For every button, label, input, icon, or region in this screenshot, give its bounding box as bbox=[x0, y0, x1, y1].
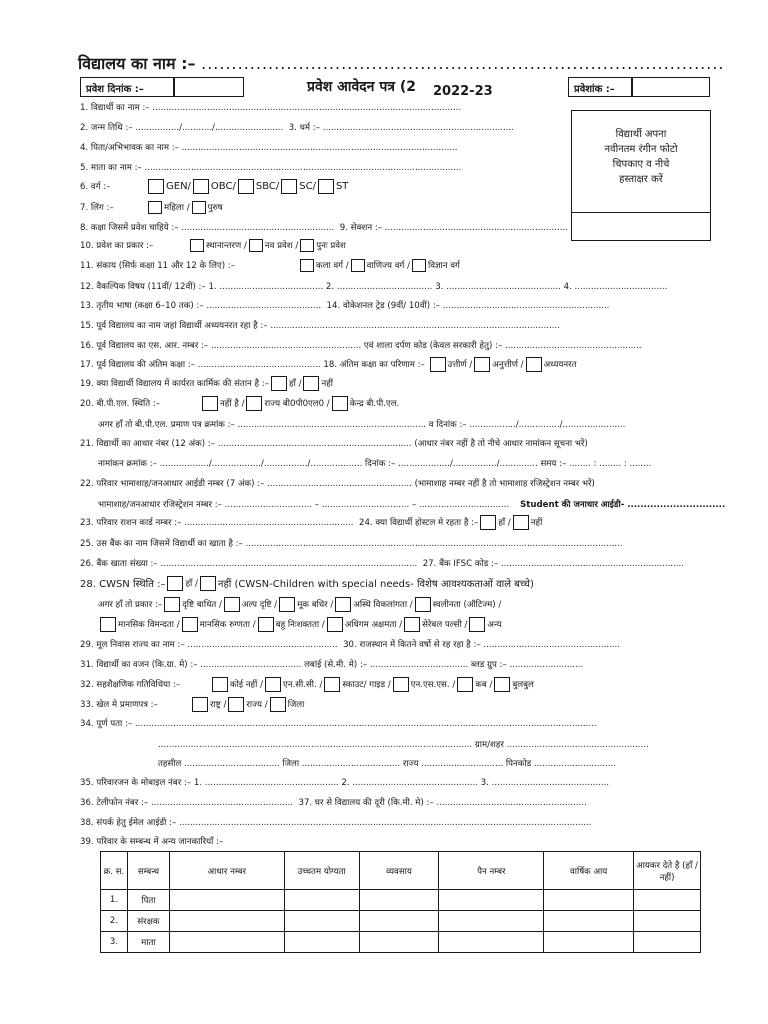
mother-name-label: 5. माता का नाम :– .................................................................................................................... bbox=[80, 163, 462, 173]
table-cell[interactable] bbox=[439, 932, 544, 953]
ifsc-label: 27. बैंक IFSC कोड :– ................................................................... bbox=[422, 559, 684, 569]
table-cell[interactable] bbox=[439, 890, 544, 911]
table-cell: माता bbox=[127, 932, 169, 953]
other-disability-checkbox[interactable] bbox=[469, 617, 485, 632]
photo-text-line: हस्ताक्षर करें bbox=[619, 174, 663, 185]
table-header: क्र. स. bbox=[101, 852, 128, 890]
table-cell[interactable] bbox=[544, 890, 634, 911]
activity-option: कब / bbox=[475, 680, 493, 690]
student-name-field[interactable] bbox=[80, 100, 461, 114]
bhamashah-label: 22. परिवार भामाशाह/जनआधार आईडी नम्बर (7 अंक) :– ..................................................... (भामाशाह नम्बर नहीं है तो भामाशाह रजिस्ट्रेशन नम्बर भरें) bbox=[80, 479, 595, 489]
table-cell: संरक्षक bbox=[127, 911, 169, 932]
result-option: अनुत्तीर्ण / bbox=[492, 360, 524, 370]
disability-type-label: अगर हाँ तो प्रकार :– bbox=[98, 600, 163, 610]
telephone-field[interactable] bbox=[80, 795, 587, 809]
bpl-central-checkbox[interactable] bbox=[332, 396, 348, 411]
bpl-option: नहीं है / bbox=[220, 399, 245, 409]
address-field[interactable] bbox=[80, 716, 597, 730]
bpl-certificate-label: अगर हाँ तो बी.पी.एल. प्रमाण पत्र क्रमांक :– ..................................................................... व दिनांक :– ................./.............../....................... bbox=[98, 420, 626, 430]
staff-child-no-checkbox[interactable] bbox=[303, 376, 319, 391]
photo-box[interactable] bbox=[571, 110, 711, 241]
result-option: उत्तीर्ण / bbox=[447, 360, 473, 370]
photo-text-line: चिपकाए व नीचे bbox=[612, 159, 670, 170]
table-cell[interactable] bbox=[634, 911, 701, 932]
email-field[interactable] bbox=[80, 815, 592, 829]
table-cell[interactable] bbox=[359, 911, 439, 932]
faculty-option: कला वर्ग / bbox=[316, 261, 349, 271]
staff-child-option: हाँ / bbox=[289, 379, 302, 389]
bpl-state-checkbox[interactable] bbox=[246, 396, 262, 411]
category-option: OBC/ bbox=[210, 180, 236, 192]
mental-retardation-checkbox[interactable] bbox=[100, 617, 116, 632]
table-header: उच्चतम योग्यता bbox=[284, 852, 359, 890]
gender-option: पुरुष bbox=[207, 203, 223, 213]
category-label: 6. वर्ग :– bbox=[80, 182, 111, 192]
previous-class-field bbox=[80, 357, 577, 371]
mobile-numbers-field[interactable] bbox=[80, 775, 609, 789]
bank-account-label: 26. बैंक खाता संख्या :– .............................................................................................. bbox=[80, 559, 418, 569]
native-state-label: 29. मूल निवास राज्य का नाम :– ....................................................... bbox=[80, 640, 338, 650]
admission-type-label: 10. प्रवेश का प्रकार :– bbox=[80, 241, 154, 251]
enrollment-label: नामांकन क्रमांक :– ................../................../................/................... दिनांक :– .................../................/.............. समय :– ........ : ........ : ........ bbox=[98, 459, 652, 469]
ration-card-field bbox=[80, 515, 542, 529]
table-cell[interactable] bbox=[169, 932, 284, 953]
aadhaar-label: 21. विद्यार्थी का आधार नंबर (12 अंक) :– ....................................................................... (आधार नंबर नहीं है तो नीचे आधार नामांकन सूचना भरें) bbox=[80, 439, 588, 449]
signature-divider bbox=[572, 212, 710, 213]
telephone-label: 36. टेलीफोन नंबर :– .................................................... bbox=[80, 798, 294, 808]
category-sc-checkbox[interactable] bbox=[281, 179, 297, 194]
mental-illness-checkbox[interactable] bbox=[182, 617, 198, 632]
admission-date-label: प्रवेश दिनांक :– bbox=[80, 77, 174, 97]
sports-option: राज्य / bbox=[246, 700, 268, 710]
table-header: सम्बन्ध bbox=[127, 852, 169, 890]
table-header: पैन नम्बर bbox=[439, 852, 544, 890]
table-header-row bbox=[101, 852, 701, 890]
bpl-status-field bbox=[80, 396, 399, 410]
table-header: आयकर देते है (हॉं / नहीं) bbox=[634, 852, 701, 890]
school-name-dots: ...................................................................................... bbox=[201, 54, 725, 73]
faculty-field bbox=[80, 258, 460, 272]
gender-field bbox=[80, 200, 223, 214]
table-cell[interactable] bbox=[169, 890, 284, 911]
state-checkbox[interactable] bbox=[228, 697, 244, 712]
activity-option: स्काउट/ गाइड / bbox=[342, 680, 391, 690]
religion-label: 3. धर्म :– ...................................................................... bbox=[288, 123, 514, 133]
gender-male-checkbox[interactable] bbox=[192, 201, 206, 214]
category-option: ST bbox=[335, 180, 349, 192]
table-cell[interactable] bbox=[169, 911, 284, 932]
father-name-label: 4. पिता/अभिभावक का नाम :– ..................................................................................................... bbox=[80, 143, 458, 153]
deaf-mute-checkbox[interactable] bbox=[279, 597, 295, 612]
years-in-rajasthan-label: 30. राजस्थान में कितने वर्षो से रह रहा है :– .................................................. bbox=[343, 640, 620, 650]
table-cell[interactable] bbox=[359, 890, 439, 911]
table-cell[interactable] bbox=[634, 932, 701, 953]
cwsn-no-checkbox[interactable] bbox=[200, 576, 216, 591]
ncc-checkbox[interactable] bbox=[265, 677, 281, 692]
disability-option: अल्प दृष्टि / bbox=[241, 600, 278, 610]
autism-checkbox[interactable] bbox=[415, 597, 431, 612]
new-admission-checkbox[interactable] bbox=[249, 239, 263, 252]
table-cell[interactable] bbox=[284, 932, 359, 953]
sports-certificate-label: 33. खेल मे प्रमाणपत्र :– bbox=[80, 700, 158, 710]
sports-certificate-field bbox=[80, 697, 304, 711]
readmission-checkbox[interactable] bbox=[300, 239, 314, 252]
hostel-no-checkbox[interactable] bbox=[513, 515, 529, 530]
cwsn-field bbox=[80, 576, 534, 590]
transfer-checkbox[interactable] bbox=[190, 239, 204, 252]
category-option: GEN/ bbox=[166, 180, 191, 192]
table-cell[interactable] bbox=[359, 932, 439, 953]
village-label: ................................................................................................................... ग्राम/शहर .................................................... bbox=[158, 740, 649, 750]
bank-name-label: 25. उस बैंक का नाम जिसमें विद्यार्थी का खाता है :– .......................................................................................................................................... bbox=[80, 539, 623, 549]
school-name-field bbox=[78, 52, 725, 74]
bpl-no-checkbox[interactable] bbox=[202, 396, 218, 411]
photo-text-line: नवीनतम रंगीन फोटो bbox=[604, 144, 678, 155]
multiple-disability-checkbox[interactable] bbox=[258, 617, 274, 632]
gender-label: 7. लिंग :– bbox=[80, 203, 114, 213]
bpl-option: राज्य बी0पी0एल0 / bbox=[264, 399, 330, 409]
admission-type-field bbox=[80, 238, 346, 252]
hostel-option: हाँ / bbox=[498, 518, 511, 528]
table-cell: 3. bbox=[101, 932, 128, 953]
address-label: 34. पूर्ण पता :– ......................................................................................................................................................................... bbox=[80, 719, 597, 729]
disability-option: मूक बधिर / bbox=[297, 600, 334, 610]
nss-checkbox[interactable] bbox=[393, 677, 409, 692]
science-checkbox[interactable] bbox=[412, 259, 426, 272]
table-cell: पिता bbox=[127, 890, 169, 911]
disability-option: सेरेबल पल्सी / bbox=[422, 620, 468, 630]
co-curricular-field bbox=[80, 677, 534, 691]
national-checkbox[interactable] bbox=[192, 697, 208, 712]
district-checkbox[interactable] bbox=[270, 697, 286, 712]
table-cell[interactable] bbox=[544, 932, 634, 953]
arts-checkbox[interactable] bbox=[300, 259, 314, 272]
family-info-heading bbox=[80, 834, 223, 848]
previous-class-label: 17. पूर्व विद्यालय की अंतिम कक्षा :– ............................................. bbox=[80, 360, 321, 370]
hostel-option: नहीं bbox=[530, 518, 543, 528]
staff-child-yes-checkbox[interactable] bbox=[271, 376, 287, 391]
studying-checkbox[interactable] bbox=[526, 357, 542, 372]
staff-child-option: नहीं bbox=[321, 379, 334, 389]
category-option: SC/ bbox=[299, 180, 316, 192]
hostel-label: 24. क्या विद्यार्थी होस्टल मे रहता है :– bbox=[359, 518, 479, 528]
distance-label: 37. घर से विद्यालय की दूरी (कि.मी. मे) :– ....................................................... bbox=[298, 798, 587, 808]
disability-option: अन्य bbox=[487, 620, 502, 630]
category-sbc-checkbox[interactable] bbox=[238, 179, 254, 194]
email-label: 38. संपर्क हेतु ईमेल आईडी :– ....................................................................................................................................................... bbox=[80, 818, 592, 828]
co-curricular-label: 32. सहशैक्षणिक गतिविधिया :– bbox=[80, 680, 181, 690]
bpl-option: केन्द्र बी.पी.एल. bbox=[349, 399, 400, 409]
bank-account-field[interactable] bbox=[80, 556, 684, 570]
photo-instructions bbox=[572, 127, 710, 187]
category-st-checkbox[interactable] bbox=[318, 179, 334, 194]
bulbul-checkbox[interactable] bbox=[494, 677, 510, 692]
dob-field[interactable] bbox=[80, 120, 514, 134]
previous-school-field[interactable] bbox=[80, 318, 560, 332]
admission-type-option: नव प्रवेश / bbox=[264, 241, 299, 251]
bhamashah-registration-field[interactable] bbox=[98, 497, 725, 511]
class-section-field[interactable] bbox=[80, 220, 568, 234]
cwsn-yes-checkbox[interactable] bbox=[167, 576, 183, 591]
result-option: अध्ययनरत bbox=[543, 360, 577, 370]
admission-date-input[interactable] bbox=[174, 77, 244, 97]
disability-option: स्वलीनता (ऑटिज्म) / bbox=[432, 600, 502, 610]
category-obc-checkbox[interactable] bbox=[193, 179, 209, 194]
previous-sr-number-label: 16. पूर्व विद्यालय का एस. आर. नम्बर :– ....................................................... एवं शाला दर्पण कोड (केवल सरकारी हेतु) :– .................................................. bbox=[80, 341, 642, 351]
weight-height-label: 31. विद्यार्थी का वजन (कि.ग्रा. मे) :– ..................................... लबांई (से.मी. मे) :– .................................... ब्लड ग्रुप :– ........................... bbox=[80, 660, 584, 670]
cwsn-option: हाँ / bbox=[185, 579, 198, 589]
disability-option: अस्थि विकलांगता / bbox=[353, 600, 413, 610]
optional-subjects-field[interactable] bbox=[80, 279, 667, 293]
admission-type-option: स्थानान्तरण / bbox=[206, 241, 247, 251]
sports-option: जिला bbox=[287, 700, 305, 710]
admission-number-label: प्रवेशांक :– bbox=[568, 77, 632, 97]
disability-type-field-2 bbox=[98, 617, 502, 631]
dob-label: 2. जन्म तिथि :– ................/.........../......................... bbox=[80, 123, 284, 133]
disability-option: मानसिक विमन्दता / bbox=[118, 620, 180, 630]
table-header: व्यवसाय bbox=[359, 852, 439, 890]
table-cell: 2. bbox=[101, 911, 128, 932]
class-label: 8. कक्षा जिसमें प्रवेश चाहिये :– ........................................................ bbox=[80, 223, 335, 233]
failed-checkbox[interactable] bbox=[474, 357, 490, 372]
district-pincode-label: तहसील ................................... जिला .................................... राज्य .............................. पिनकोड .............................. bbox=[158, 759, 616, 769]
activity-option: एन.एस.एस. / bbox=[410, 680, 456, 690]
table-cell[interactable] bbox=[439, 911, 544, 932]
none-checkbox[interactable] bbox=[212, 677, 228, 692]
activity-option: कोई नहीं / bbox=[230, 680, 263, 690]
commerce-checkbox[interactable] bbox=[351, 259, 365, 272]
gender-female-checkbox[interactable] bbox=[148, 201, 162, 214]
result-label: 18. अंतिम कक्षा का परिणाम :– bbox=[323, 360, 425, 370]
weight-height-field[interactable] bbox=[80, 657, 583, 671]
table-cell[interactable] bbox=[284, 911, 359, 932]
bhamashah-field[interactable] bbox=[80, 476, 595, 490]
disability-option: मानसिक रुग्णता / bbox=[199, 620, 256, 630]
sports-option: राष्ट्र / bbox=[210, 700, 227, 710]
scout-guide-checkbox[interactable] bbox=[324, 677, 340, 692]
address-district-field[interactable] bbox=[158, 756, 616, 770]
disability-option: अधिगम अक्षमता / bbox=[344, 620, 403, 630]
family-info-table bbox=[100, 851, 701, 953]
staff-child-label: 19. क्या विद्यार्थी विद्यालय में कार्यरत कार्मिक की संतान है :– bbox=[80, 379, 270, 389]
table-row bbox=[101, 911, 701, 932]
form-year: 2022-23 bbox=[433, 84, 493, 99]
section-label: 9. सेक्शन :– ................................................................... bbox=[339, 223, 568, 233]
category-field bbox=[80, 179, 348, 193]
address-village-field[interactable] bbox=[158, 737, 649, 751]
table-header: आधार नम्बर bbox=[169, 852, 284, 890]
bhamashah-registration-label: भामाशाह/जनआधार रजिस्ट्रेशन नम्बर :– ................................ – ................................ – ................................. bbox=[98, 500, 510, 510]
visually-impaired-checkbox[interactable] bbox=[164, 597, 180, 612]
hostel-yes-checkbox[interactable] bbox=[480, 515, 496, 530]
student-janaadhar-label: Student की जनाधार आईडी- .............................. bbox=[520, 500, 726, 510]
activity-option: एन.सी.सी. / bbox=[282, 680, 323, 690]
staff-child-field bbox=[80, 376, 333, 390]
category-gen-checkbox[interactable] bbox=[148, 179, 164, 194]
table-cell: 1. bbox=[101, 890, 128, 911]
disability-option: दृष्टि बाधित / bbox=[182, 600, 222, 610]
bpl-status-label: 20. बी.पी.एल. स्थिति :– bbox=[80, 399, 161, 409]
faculty-option: विज्ञान वर्ग bbox=[427, 261, 460, 271]
cwsn-label: 28. CWSN स्थिति :– bbox=[80, 579, 166, 590]
admission-type-option: पुनः प्रवेश bbox=[316, 241, 346, 251]
previous-sr-number-field[interactable] bbox=[80, 338, 642, 352]
faculty-option: वाणिज्य वर्ग / bbox=[366, 261, 410, 271]
table-header: वार्षिक आय bbox=[544, 852, 634, 890]
passed-checkbox[interactable] bbox=[430, 357, 446, 372]
aadhaar-field[interactable] bbox=[80, 436, 588, 450]
faculty-label: 11. संकाय (सिर्फ कक्षा 11 और 12 के लिए) :– bbox=[80, 261, 235, 271]
bpl-certificate-field[interactable] bbox=[98, 417, 625, 431]
table-cell[interactable] bbox=[634, 890, 701, 911]
ration-card-label: 23. परिवार राशन कार्ड नम्बर :– .............................................................. bbox=[80, 518, 354, 528]
low-vision-checkbox[interactable] bbox=[224, 597, 240, 612]
category-option: SBC/ bbox=[255, 180, 280, 192]
table-cell[interactable] bbox=[284, 890, 359, 911]
bank-name-field[interactable] bbox=[80, 536, 623, 550]
disability-option: बहु निःशक्तता / bbox=[275, 620, 325, 630]
vocational-trade-label: 14. वोकेशनल ट्रेड (9वीं/ 10वीं) :– ............................................................. bbox=[326, 301, 610, 311]
school-name-label: विद्यालय का नाम :– bbox=[78, 54, 196, 73]
enrollment-field[interactable] bbox=[98, 456, 651, 470]
form-title: प्रवेश आवेदन पत्र (2 bbox=[307, 79, 417, 95]
third-language-label: 13. तृतीय भाषा (कक्षा 6–10 तक) :– .......................................... bbox=[80, 301, 322, 311]
admission-number-input[interactable] bbox=[632, 77, 710, 97]
third-language-field[interactable] bbox=[80, 298, 609, 312]
mother-name-field[interactable] bbox=[80, 160, 461, 174]
orthopedic-checkbox[interactable] bbox=[335, 597, 351, 612]
father-name-field[interactable] bbox=[80, 140, 458, 154]
student-name-label: 1. विद्यार्थी का नाम :– ................................................................................................................. bbox=[80, 103, 462, 113]
family-info-label: 39. परिवार के सम्बन्ध में अन्य जानकारियॉं :– bbox=[80, 837, 224, 847]
mobile-numbers-label: 35. परिवारजन के मोबाइल नंबर :– 1. ................................................. 2. .............................................. 3. ........................................... bbox=[80, 778, 610, 788]
cwsn-option: नहीं (CWSN-Children with special needs- विशेष आवश्यकताओं वाले बच्चे) bbox=[217, 579, 534, 590]
table-row bbox=[101, 932, 701, 953]
photo-text-line: विद्यार्थी अपना bbox=[615, 129, 667, 140]
previous-school-label: 15. पूर्व विद्यालय का नाम जहां विद्यार्थी अध्ययनरत रहा है :– .......................................................................................................... bbox=[80, 321, 560, 331]
optional-subjects-label: 12. वैकल्पिक विषय (11वीं/ 12वीं) :– 1. ...................................... 2. ................................... 3. .......................................... 4. .................................. bbox=[80, 282, 668, 292]
disability-type-field bbox=[98, 597, 501, 611]
cub-checkbox[interactable] bbox=[457, 677, 473, 692]
native-state-field[interactable] bbox=[80, 637, 620, 651]
cerebral-palsy-checkbox[interactable] bbox=[404, 617, 420, 632]
table-row bbox=[101, 890, 701, 911]
gender-option: महिला / bbox=[164, 203, 190, 213]
table-cell[interactable] bbox=[544, 911, 634, 932]
learning-disability-checkbox[interactable] bbox=[327, 617, 343, 632]
activity-option: बुलबुल bbox=[512, 680, 534, 690]
